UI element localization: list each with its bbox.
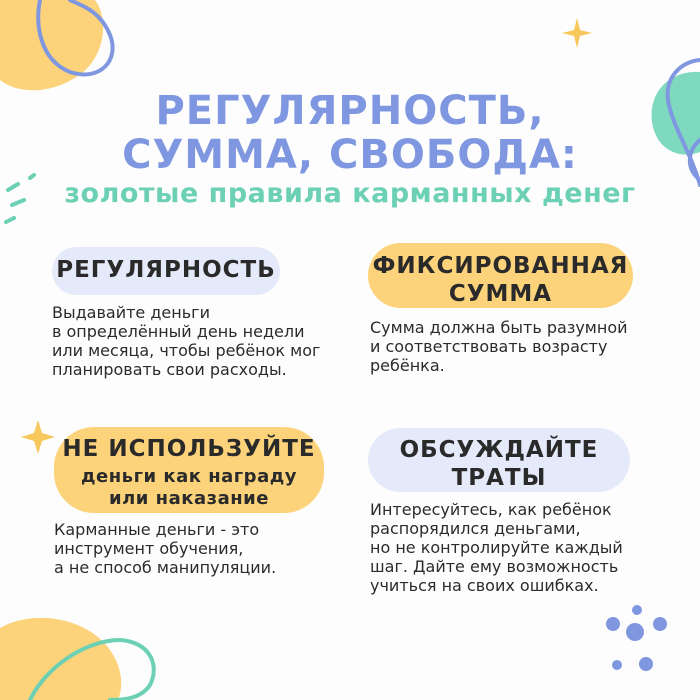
page-title-line-2: СУММА, СВОБОДА: — [122, 132, 578, 178]
card-discuss-spending-heading — [368, 436, 630, 492]
body-line: Карманные деньги - это — [54, 520, 260, 539]
body-line: планировать свои расходы. — [52, 360, 287, 379]
page-title-line-1: РЕГУЛЯРНОСТЬ, — [155, 88, 545, 134]
body-line: в определённый день недели — [52, 322, 305, 341]
heading-line: ТРАТЫ — [451, 465, 547, 491]
card-fixed-amount-heading — [368, 252, 633, 308]
heading-line: деньги как награду — [81, 466, 297, 487]
card-discuss-spending-body — [370, 500, 680, 595]
heading-line: или наказание — [109, 488, 269, 509]
body-line: а не способ манипуляции. — [54, 558, 277, 577]
body-line: инструмент обучения, — [54, 539, 244, 558]
card-do-not-use-body — [54, 520, 354, 577]
body-line: шаг. Дайте ему возможность — [370, 557, 619, 576]
page-subtitle: золотые правила карманных денег — [64, 178, 636, 209]
bottom-left-blob — [0, 618, 121, 700]
heading-line: СУММА — [448, 281, 553, 307]
body-line: Интересуйтесь, как ребёнок — [370, 500, 612, 519]
body-line: и соответствовать возрасту — [370, 337, 608, 356]
card-regularity-heading: РЕГУЛЯРНОСТЬ — [56, 257, 276, 283]
body-line: учиться на своих ошибках. — [370, 576, 599, 595]
card-regularity-body — [52, 303, 362, 379]
card-do-not-use-subheading — [54, 466, 324, 510]
bottom-right-dots — [606, 605, 667, 671]
body-line: распорядился деньгами, — [370, 519, 581, 538]
body-line: Выдавайте деньги — [52, 303, 210, 322]
body-line: или месяца, чтобы ребёнок мог — [52, 341, 321, 360]
heading-line: ФИКСИРОВАННАЯ — [372, 253, 629, 279]
body-line: но не контролируйте каждый — [370, 538, 623, 557]
top-left-blob — [0, 0, 103, 90]
left-sparkle-icon — [21, 420, 55, 454]
card-fixed-amount-body — [370, 318, 670, 375]
body-line: ребёнка. — [370, 356, 445, 375]
card-do-not-use-heading: НЕ ИСПОЛЬЗУЙТЕ — [62, 436, 316, 462]
heading-line: ОБСУЖДАЙТЕ — [399, 437, 599, 463]
body-line: Сумма должна быть разумной — [370, 318, 628, 337]
top-right-sparkle-icon — [562, 18, 592, 48]
